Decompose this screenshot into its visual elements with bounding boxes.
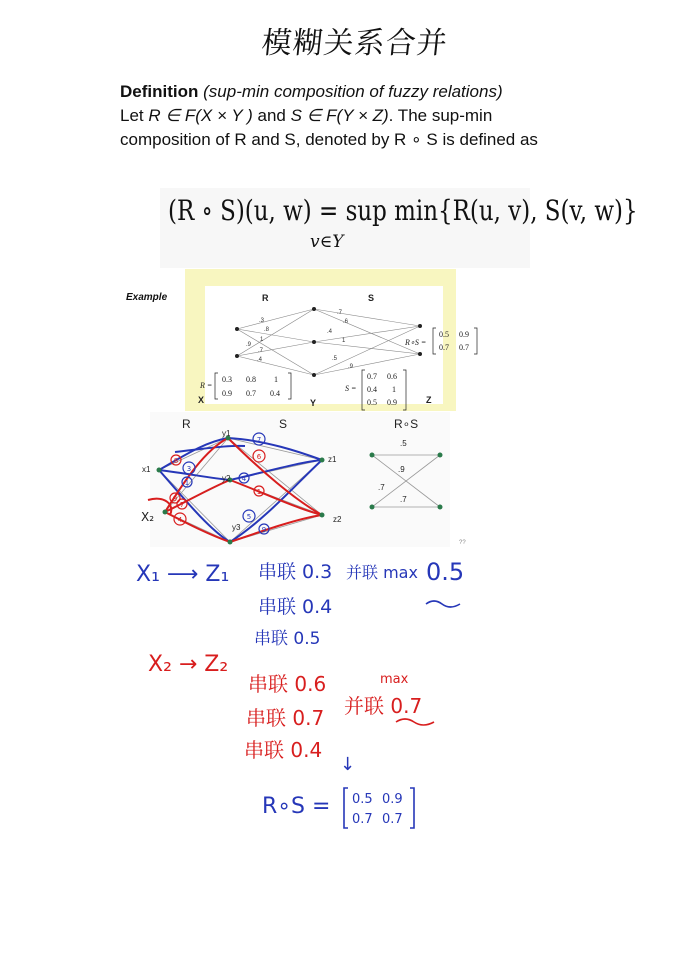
node-y2: y2 [222, 474, 231, 483]
RoS-m-0-1: 0.9 [459, 330, 469, 339]
note-red-series-3: 串联 0.4 [244, 738, 323, 762]
circled-12: 9 [261, 526, 267, 534]
edge-label-r5: .7 [258, 348, 264, 354]
note-x1-z1: X₁ ⟶ Z₁ [136, 562, 230, 587]
note-blue-series-3: 串联 0.5 [254, 629, 321, 649]
note-red-parallel: 并联 0.7 [344, 694, 423, 718]
S-m-0-1: 0.6 [387, 372, 397, 381]
R-m-0-1: 0.8 [246, 375, 256, 384]
S-m-1-1: 1 [392, 385, 396, 394]
node-x2-handwritten: X₂ [141, 510, 155, 524]
note-blue-series-2: 串联 0.4 [258, 596, 333, 618]
ros-label-4: .7 [400, 495, 407, 504]
note-red-series-1: 串联 0.6 [248, 672, 327, 696]
edge-label-r3: 1 [260, 337, 264, 343]
node-y1: y1 [222, 429, 231, 438]
note-red-max: max [380, 672, 409, 687]
def-text-1: Let [120, 106, 149, 125]
final-lhs: R∘S = [262, 794, 331, 819]
circled-7: 7 [256, 436, 262, 444]
def-and: and [252, 106, 291, 125]
definition-subtitle: (sup-min composition of fuzzy relations) [203, 82, 503, 101]
down-arrow: ↓ [340, 754, 356, 775]
formula-subscript: v∈Y [310, 232, 344, 252]
S-m-1-0: 0.4 [367, 385, 377, 394]
note-blue-result: 0.5 [426, 558, 465, 586]
example-S-label: S [368, 293, 375, 303]
ros-label-2: .9 [398, 465, 405, 474]
node-z2: z2 [333, 515, 342, 524]
circled-3: 1 [184, 479, 190, 487]
example-Y-label: Y [310, 398, 317, 408]
RoS-eq: R∘S = [405, 338, 427, 347]
edge-label-s4: 1 [342, 338, 346, 344]
edge-label-r4: .9 [246, 342, 252, 348]
example-R-label: R [262, 293, 269, 303]
blue-underline [424, 598, 464, 610]
g2-RoS-label: R∘S [394, 417, 419, 431]
circled-9: 4 [241, 475, 247, 483]
edge-label-r1: .3 [259, 318, 265, 324]
R-m-1-0: 0.9 [222, 389, 232, 398]
circled-6: 4 [177, 516, 183, 524]
note-red-series-2: 串联 0.7 [246, 706, 325, 730]
edge-label-s1: .7 [337, 310, 343, 316]
R-m-0-2: 1 [274, 375, 278, 384]
final-m-1-1: 0.7 [382, 812, 403, 827]
g2-R-label: R [182, 417, 191, 431]
note-blue-series-1: 串联 0.3 [258, 561, 333, 583]
note-blue-parallel: 并联 max [346, 563, 418, 582]
edge-label-s2: .6 [343, 319, 349, 325]
R-m-1-1: 0.7 [246, 389, 256, 398]
edge-label-s6: .9 [348, 364, 354, 370]
circled-2: 8 [173, 457, 179, 465]
g2-S-label: S [279, 417, 288, 431]
RoS-m-1-0: 0.7 [439, 343, 449, 352]
def-R-membership: R ∈ F(X × Y ) [148, 106, 253, 125]
circled-10: 1 [256, 488, 262, 496]
RoS-m-0-0: 0.5 [439, 330, 449, 339]
final-m-0-0: 0.5 [352, 792, 373, 807]
final-m-0-1: 0.9 [382, 792, 403, 807]
handwritten-title: 模糊关系合并 [259, 26, 450, 61]
final-m-1-0: 0.7 [352, 812, 373, 827]
ros-label-1: .5 [400, 439, 407, 448]
circled-11: 5 [246, 513, 252, 521]
S-m-2-1: 0.9 [387, 398, 397, 407]
formula-main: (R ∘ S)(u, w) = sup min{R(u, v), S(v, w)} [168, 194, 638, 227]
S-m-0-0: 0.7 [367, 372, 377, 381]
RoS-m-1-1: 0.7 [459, 343, 469, 352]
ros-label-3: .7 [378, 483, 385, 492]
R-m-0-0: 0.3 [222, 375, 232, 384]
edge-label-s3: .4 [327, 329, 333, 335]
definition-heading: Definition [120, 82, 199, 101]
red-underline [394, 716, 438, 728]
edge-label-s5: .5 [332, 356, 338, 362]
note-x2-z2: X₂ → Z₂ [148, 652, 229, 677]
example-label: Example [126, 292, 168, 303]
example-Z-label: Z [426, 395, 432, 405]
def-S-membership: S ∈ F(Y × Z) [290, 106, 389, 125]
node-x1: x1 [142, 465, 151, 474]
final-matrix [340, 784, 420, 834]
edge-label-r2: .8 [264, 327, 270, 333]
corner-mark: ?? [459, 540, 466, 546]
node-y3: y3 [232, 523, 241, 532]
def-text-2: . The sup-min composition of R and S, denoted by R ∘ S is defined as [120, 106, 538, 149]
R-eq: R = [200, 381, 213, 390]
example-X-label: X [198, 395, 205, 405]
edge-label-r6: .4 [257, 357, 263, 363]
circled-4: 9 [172, 495, 178, 503]
circled-5: 7 [179, 501, 185, 509]
circled-1: 3 [186, 465, 192, 473]
S-m-2-0: 0.5 [367, 398, 377, 407]
circled-8: 6 [256, 453, 262, 461]
S-eq: S = [345, 384, 357, 393]
R-m-1-2: 0.4 [270, 389, 280, 398]
node-z1: z1 [328, 455, 337, 464]
